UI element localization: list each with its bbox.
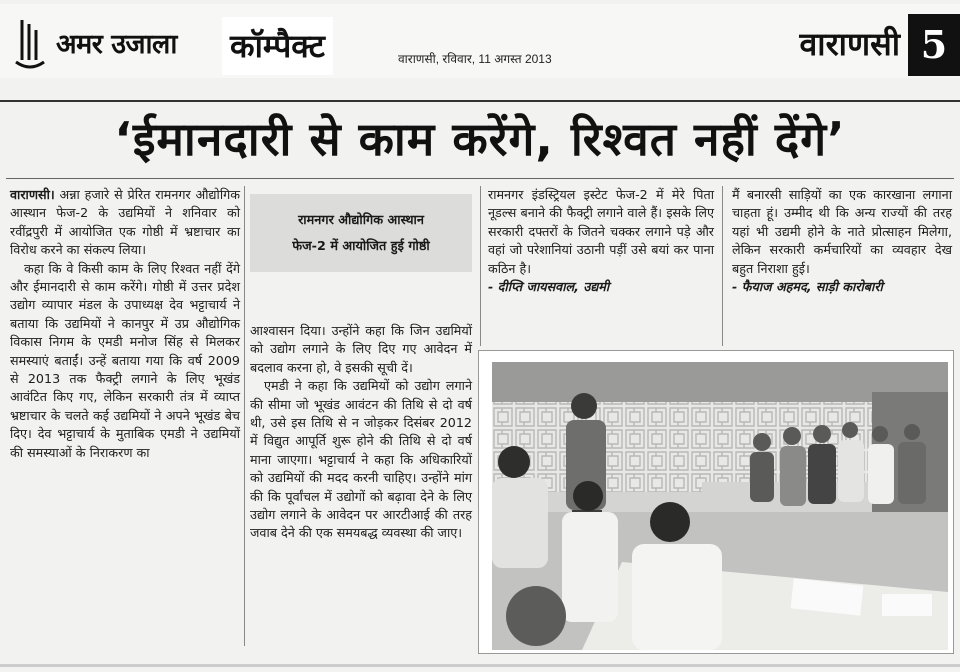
article-paragraph-2: कहा कि वे किसी काम के लिए रिश्वत नहीं देंगे और ईमानदारी से काम करेंगे। गोष्ठी में उत्तर प्रदेश उद्योग व्यापार मंडल के उपाध्यक्ष देव भट्टाचार्य ने बताया कि उद्यमियों ने कानपुर में उप्र औद्योगिक विकास निगम के एमडी मनोज सिंह से मिलकर समस्याएं बताईं। उन्हें बताया गया कि वर्ष 2009 से 2013 तक फैक्ट्री लगाने के लिए भूखंड आवंटित किए गए, लेकिन सरकारी तंत्र में व्याप्त भ्रष्टाचार के चलते कई उद्यमियों ने अपने भूखंड बेच दिए। देव भट्टाचार्य के मुताबिक एमडी ने उद्यमियों की समस्याओं के निराकरण का (10, 260, 240, 460)
article-paragraph-3: आश्वासन दिया। उन्होंने कहा कि जिन उद्यमियों को उद्योग लगाने के लिए दिए गए आवेदन में बदलाव करना हो, वे इसकी सूची दें। (250, 323, 472, 375)
quote-attribution: - फैयाज अहमद, साड़ी कारोबारी (732, 279, 883, 295)
masthead-rule (0, 100, 960, 102)
quote-attribution: - दीप्ति जायसवाल, उद्यमी (488, 279, 610, 295)
column-divider (722, 186, 723, 346)
sidebar-line-1: रामनगर औद्योगिक आस्थान (298, 213, 424, 228)
quote-text: रामनगर इंडस्ट्रियल इस्टेट फेज-2 में मेरे पिता नूडल्स बनाने की फैक्ट्री लगाने वाले हैं। इसके लिए सरकारी दफ्तरों के जितने चक्कर लगाने पड़े और वहां जो परेशानियां उठानी पड़ीं उसे बयां कर पाना कठिन है। (488, 187, 714, 276)
paper-name: अमर उजाला (56, 29, 177, 60)
article-paragraph-4: एमडी ने कहा कि उद्यमियों को उद्योग लगाने की सीमा जो भूखंड आवंटन की तिथि से दो वर्ष थी, उसे इस तिथि से न जोड़कर दिसंबर 2012 में विद्युत आपूर्ति शुरू होने की तिथि से दो वर्ष माना जाएगा। भट्टाचार्य ने कहा कि अधिकारियों को उद्यमियों की मदद करनी चाहिए। उन्होंने मांग की कि पूर्वांचल में उद्योगों को बढ़ावा देने के लिए उद्योग लगाने के आवेदन पर आरटीआई की तरह जवाब देने की एक समयबद्ध व्यवस्था की जाए। (250, 378, 472, 541)
edition-name: वाराणसी (799, 25, 900, 63)
dateline-place: वाराणसी। (10, 187, 55, 202)
column-divider (244, 186, 245, 646)
page-number: 5 (908, 14, 960, 76)
masthead (0, 4, 960, 78)
quote-text: मैं बनारसी साड़ियों का एक कारखाना लगाना चाहता हूं। उम्मीद थी कि अन्य राज्यों की तरह यहां भी उद्यमी होने के नाते प्रोत्साहन मिलेगा, लेकिन सरकारी कर्मचारियों का व्यवहार देख बहुत निराशा हुई। (732, 187, 952, 276)
bottom-rule (0, 664, 960, 667)
quote-block-2 (732, 186, 952, 296)
quote-block-1 (488, 186, 714, 296)
column-divider (480, 186, 481, 346)
article-column-2 (250, 322, 472, 543)
sidebar-box (250, 194, 472, 272)
dateline: वाराणसी, रविवार, 11 अगस्त 2013 (398, 52, 552, 66)
meeting-photo (492, 362, 948, 650)
article-column-1 (10, 186, 240, 462)
article-paragraph-1: अन्ना हजारे से प्रेरित रामनगर औद्योगिक आस्थान फेज-2 के उद्यमियों ने शनिवार को रवींद्रपुरी में आयोजित एक गोष्ठी में भ्रष्टाचार का विरोध करने का संकल्प लिया। (10, 187, 240, 258)
headline-rule (6, 178, 954, 179)
amar-ujala-logo (10, 12, 50, 74)
sidebar-line-2: फेज-2 में आयोजित हुई गोष्ठी (292, 239, 430, 254)
headline: ‘ईमानदारी से काम करेंगे, रिश्वत नहीं देंगे’ (114, 112, 846, 166)
compact-label: कॉम्पैक्ट (222, 17, 333, 75)
